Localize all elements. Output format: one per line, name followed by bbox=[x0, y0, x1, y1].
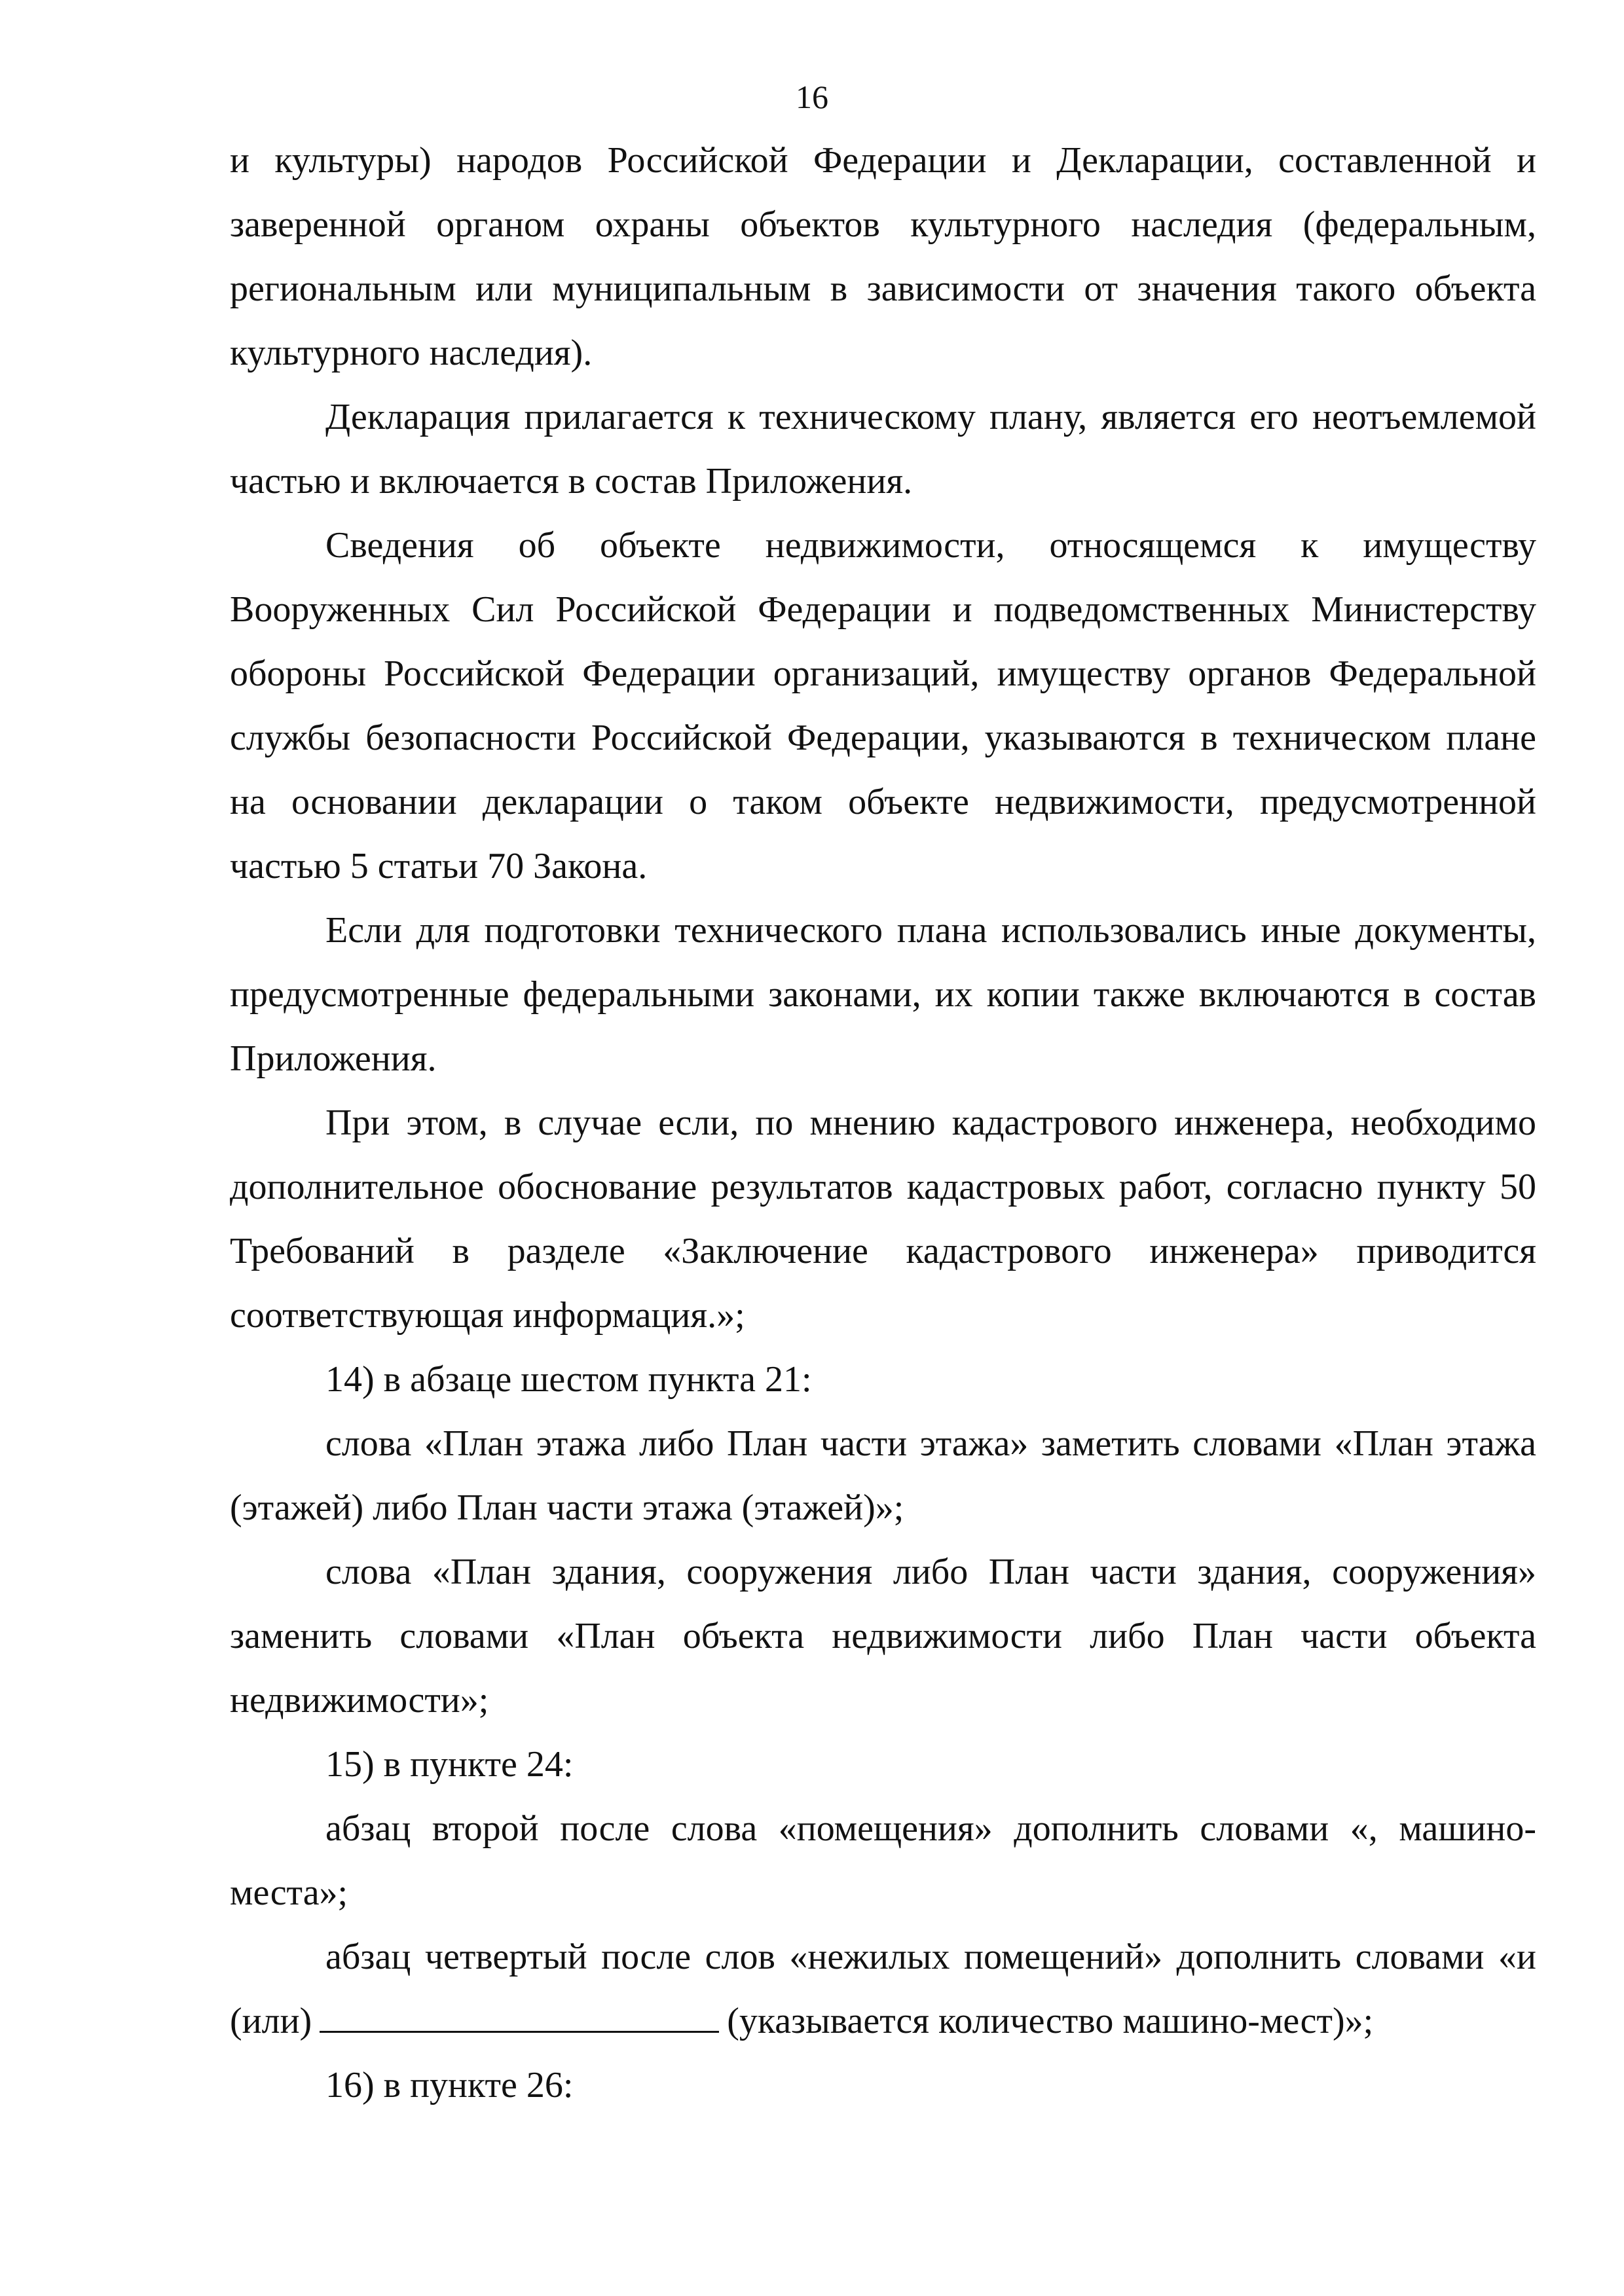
item-15-heading: 15) в пункте 24: bbox=[325, 1744, 574, 1785]
item-14-change-1: слова «План этажа либо План части этажа» заметить словами «План этажа (этажей) либо План части этажа (этажей)»; bbox=[230, 1423, 1536, 1528]
item-14-heading: 14) в абзаце шестом пункта 21: bbox=[325, 1359, 812, 1400]
item-14-change-2: слова «План здания, сооружения либо План части здания, сооружения» заменить словами «План объекта недвижимости либо План части объекта недвижимости»; bbox=[230, 1552, 1536, 1721]
item-15-change-2 bbox=[230, 1925, 1536, 2053]
paragraph-other-documents: Если для подготовки технического плана использовались иные документы, предусмотренные федеральными законами, их копии также включаются в состав Приложения. bbox=[230, 910, 1536, 1079]
paragraph-engineer-conclusion: При этом, в случае если, по мнению кадастрового инженера, необходимо дополнительное обоснование результатов кадастровых работ, согласно пункту 50 Требований в разделе «Заключение кадастрового инженера» приводится соответствующая информация.»; bbox=[230, 1102, 1536, 1336]
paragraph-military-property: Сведения об объекте недвижимости, относящемся к имуществу Вооруженных Сил Российской Федерации и подведомственных Министерству обороны Российской Федерации организаций, имуществу органов Федеральной службы безопасности Российской Федерации, указываются в техническом плане на основании декларации о таком объекте недвижимости, предусмотренной частью 5 статьи 70 Закона. bbox=[230, 525, 1536, 886]
paragraph-continuation: и культуры) народов Российской Федерации и Декларации, составленной и заверенной органом охраны объектов культурного наследия (федеральным, региональным или муниципальным в зависимости от значения такого объекта культурного наследия). bbox=[230, 140, 1536, 373]
item-16-heading: 16) в пункте 26: bbox=[325, 2065, 574, 2105]
page-number: 16 bbox=[796, 79, 828, 115]
item-15-change-2-end: (указывается количество машино-мест)»; bbox=[727, 2001, 1374, 2041]
item-15-change-2-start: абзац четвертый после слов «нежилых помещений» дополнить словами «и (или) bbox=[230, 1937, 1536, 2041]
fill-in-blank-line bbox=[320, 1998, 719, 2033]
paragraph-declaration: Декларация прилагается к техническому плану, является его неотъемлемой частью и включается в состав Приложения. bbox=[230, 397, 1536, 501]
item-15-change-1: абзац второй после слова «помещения» дополнить словами «, машино-места»; bbox=[230, 1808, 1536, 1913]
document-body bbox=[230, 128, 1536, 2117]
